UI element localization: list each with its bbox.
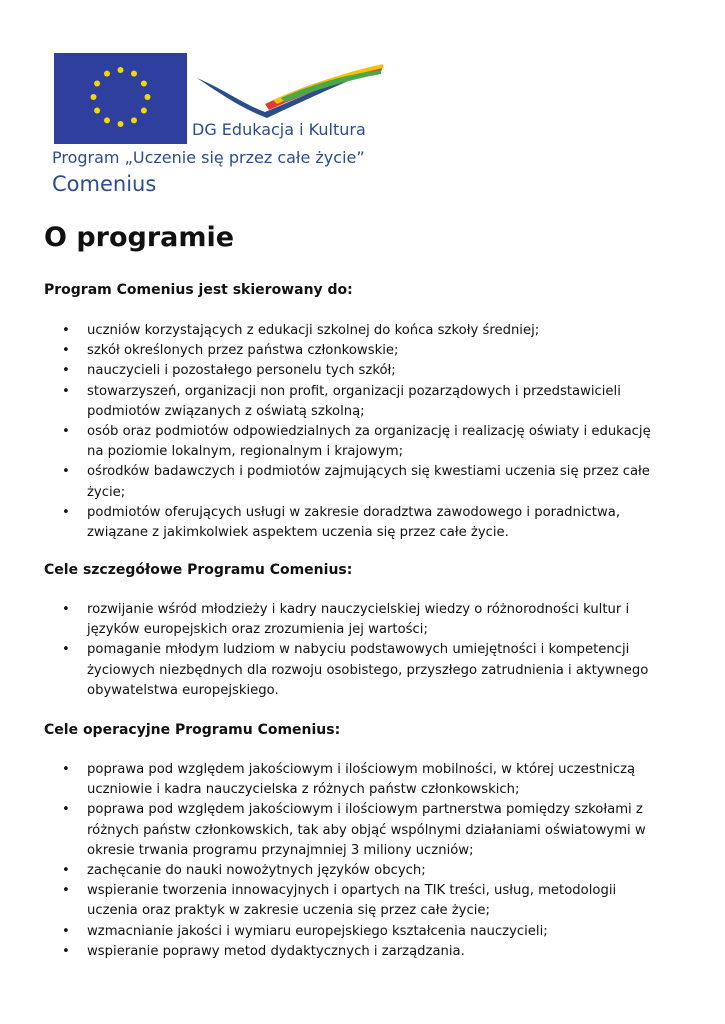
list-item: • poprawa pod względem jakościowym i ilościowym mobilności, w której uczestniczą uczniowie i kadra nauczycielska z różnych państw członkowskich; xyxy=(60,760,668,800)
list-item: • wzmacnianie jakości i wymiaru europejskiego kształcenia nauczycieli; xyxy=(60,922,668,942)
list-item: • poprawa pod względem jakościowym i ilościowym partnerstwa pomiędzy szkołami z różnych państw członkowskich, tak aby objąć wspólnymi działaniami oświatowymi w okresie trwania programu przynajmniej 3 miliony uczniów; xyxy=(60,800,668,861)
list-item: • stowarzyszeń, organizacji non profit, organizacji pozarządowych i przedstawicieli podmiotów związanych z oświatą szkolną; xyxy=(60,382,668,422)
section-heading-detailed-goals: Cele szczegółowe Programu Comenius: xyxy=(44,562,353,578)
list-item: • zachęcanie do nauki nowożytnych języków obcych; xyxy=(60,861,668,881)
detailed-goals-list xyxy=(60,600,668,701)
list-item: • szkół określonych przez państwa członkowskie; xyxy=(60,341,668,361)
list-item: • pomaganie młodym ludziom w nabyciu podstawowych umiejętności i kompetencji życiowych niezbędnych dla rozwoju osobistego, przyszłego zatrudnienia i aktywnego obywatelstwa europejskiego. xyxy=(60,640,668,701)
list-item: • ośrodków badawczych i podmiotów zajmujących się kwestiami uczenia się przez całe życie; xyxy=(60,462,668,502)
program-logo xyxy=(45,48,385,198)
list-item: • wspieranie poprawy metod dydaktycznych i zarządzania. xyxy=(60,942,668,962)
eu-flag-icon xyxy=(54,53,187,144)
page-title: O programie xyxy=(44,222,235,253)
dg-label: DG Edukacja i Kultura xyxy=(192,120,366,139)
comenius-label: Comenius xyxy=(52,172,157,196)
section-heading-target: Program Comenius jest skierowany do: xyxy=(44,282,353,298)
list-item: • podmiotów oferujących usługi w zakresie doradztwa zawodowego i poradnictwa, związane z jakimkolwiek aspektem uczenia się przez całe życie. xyxy=(60,503,668,543)
list-item: • rozwijanie wśród młodzieży i kadry nauczycielskiej wiedzy o różnorodności kultur i języków europejskich oraz zrozumienia jej wartości; xyxy=(60,600,668,640)
target-list xyxy=(60,321,668,543)
program-label: Program „Uczenie się przez całe życie” xyxy=(52,148,365,167)
section-heading-operational-goals: Cele operacyjne Programu Comenius: xyxy=(44,722,341,738)
bird-swoosh-icon xyxy=(195,60,385,120)
list-item: • osób oraz podmiotów odpowiedzialnych za organizację i realizację oświaty i edukację na poziomie lokalnym, regionalnym i krajowym; xyxy=(60,422,668,462)
operational-goals-list xyxy=(60,760,668,962)
list-item: • uczniów korzystających z edukacji szkolnej do końca szkoły średniej; xyxy=(60,321,668,341)
list-item: • nauczycieli i pozostałego personelu tych szkół; xyxy=(60,361,668,381)
list-item: • wspieranie tworzenia innowacyjnych i opartych na TIK treści, usług, metodologii uczenia oraz praktyk w zakresie uczenia się przez całe życie; xyxy=(60,881,668,921)
